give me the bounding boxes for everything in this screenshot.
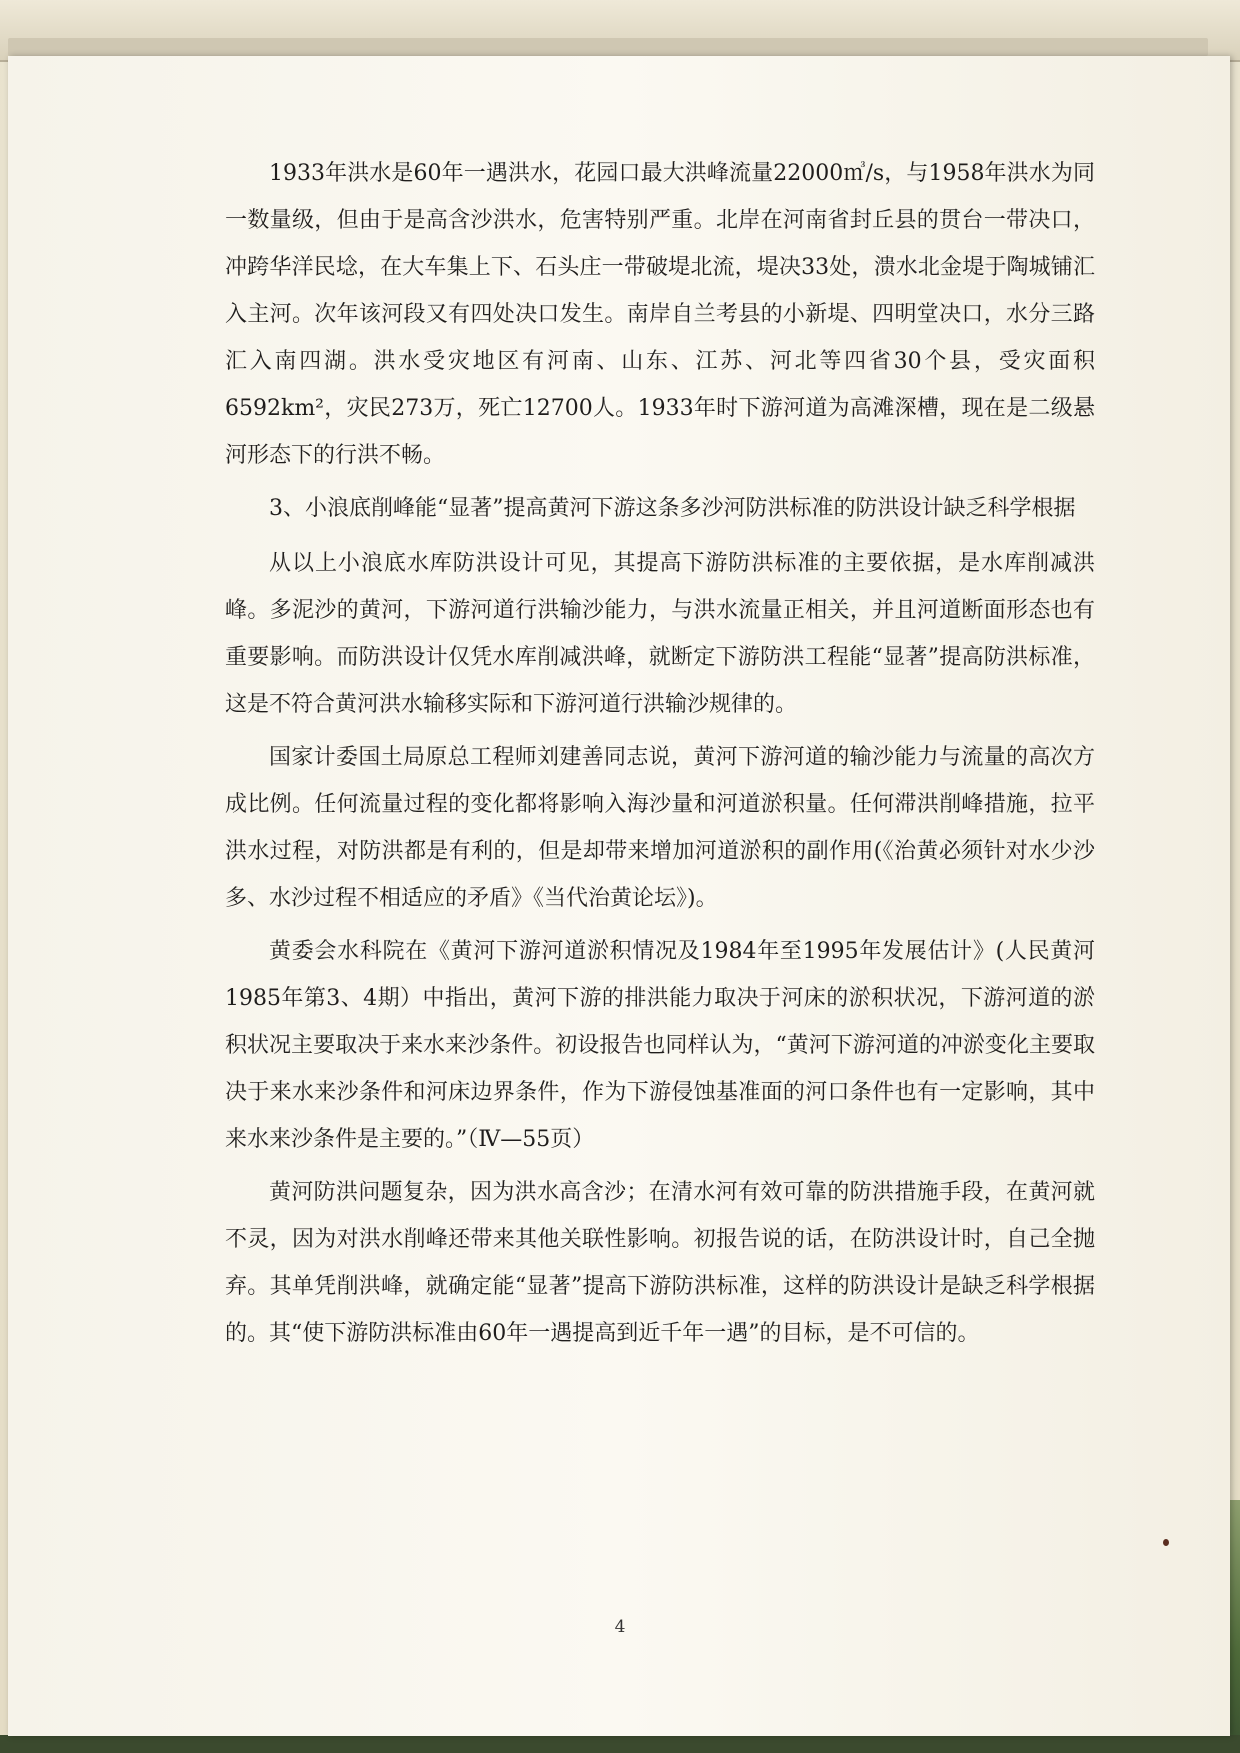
document-body — [225, 150, 1095, 1363]
paragraph-1933-flood: 1933年洪水是60年一遇洪水，花园口最大洪峰流量22000㎥/s，与1958年洪水为同一数量级，但由于是高含沙洪水，危害特别严重。北岸在河南省封丘县的贯台一带决口，冲跨华洋民埝，在大车集上下、石头庄一带破堤北流，堤决33处，溃水北金堤于陶城铺汇入主河。次年该河段又有四处决口发生。南岸自兰考县的小新堤、四明堂决口，水分三路汇入南四湖。洪水受灾地区有河南、山东、江苏、河北等四省30个县，受灾面积6592km²，灾民273万，死亡12700人。1933年时下游河道为高滩深槽，现在是二级悬河形态下的行洪不畅。 — [225, 161, 1095, 468]
paragraph-design-basis: 从以上小浪底水库防洪设计可见，其提高下游防洪标准的主要依据，是水库削减洪峰。多泥沙的黄河，下游河道行洪输沙能力，与洪水流量正相关，并且河道断面形态也有重要影响。而防洪设计仅凭水库削减洪峰，就断定下游防洪工程能“显著”提高防洪标准，这是不符合黄河洪水输移实际和下游河道行洪输沙规律的。 — [225, 551, 1095, 717]
paragraph-liu-jianshan: 国家计委国土局原总工程师刘建善同志说，黄河下游河道的输沙能力与流量的高次方成比例。任何流量过程的变化都将影响入海沙量和河道淤积量。任何滞洪削峰措施，拉平洪水过程，对防洪都是有利的，但是却带来增加河道淤积的副作用(《治黄必须针对水少沙多、水沙过程不相适应的矛盾》《当代治黄论坛》)。 — [225, 745, 1095, 911]
section-heading-3: 3、小浪底削峰能“显著”提高黄河下游这条多沙河防洪标准的防洪设计缺乏科学根据 — [269, 496, 1076, 521]
paper-fold — [8, 38, 1208, 56]
scan-bottom-edge — [0, 1735, 1240, 1753]
paragraph-conclusion: 黄河防洪问题复杂，因为洪水高含沙；在清水河有效可靠的防洪措施手段，在黄河就不灵，因为对洪水削峰还带来其他关联性影响。初报告说的话，在防洪设计时，自己全抛弃。其单凭削洪峰，就确定能“显著”提高下游防洪标准，这样的防洪设计是缺乏科学根据的。其“使下游防洪标准由60年一遇提高到近千年一遇”的目标，是不可信的。 — [225, 1180, 1095, 1346]
ink-smudge — [1163, 1539, 1169, 1546]
page-number: 4 — [614, 1617, 626, 1637]
paragraph-yellow-river-commission: 黄委会水科院在《黄河下游河道淤积情况及1984年至1995年发展估计》(人民黄河 1985年第3、4期）中指出，黄河下游的排洪能力取决于河床的淤积状况，下游河道的淤积状况主要取决于来水来沙条件。初设报告也同样认为，“黄河下游河道的冲淤变化主要取决于来水来沙条件和河床边界条件，作为下游侵蚀基准面的河口条件也有一定影响，其中来水来沙条件是主要的。”（Ⅳ—55页） — [225, 939, 1095, 1152]
